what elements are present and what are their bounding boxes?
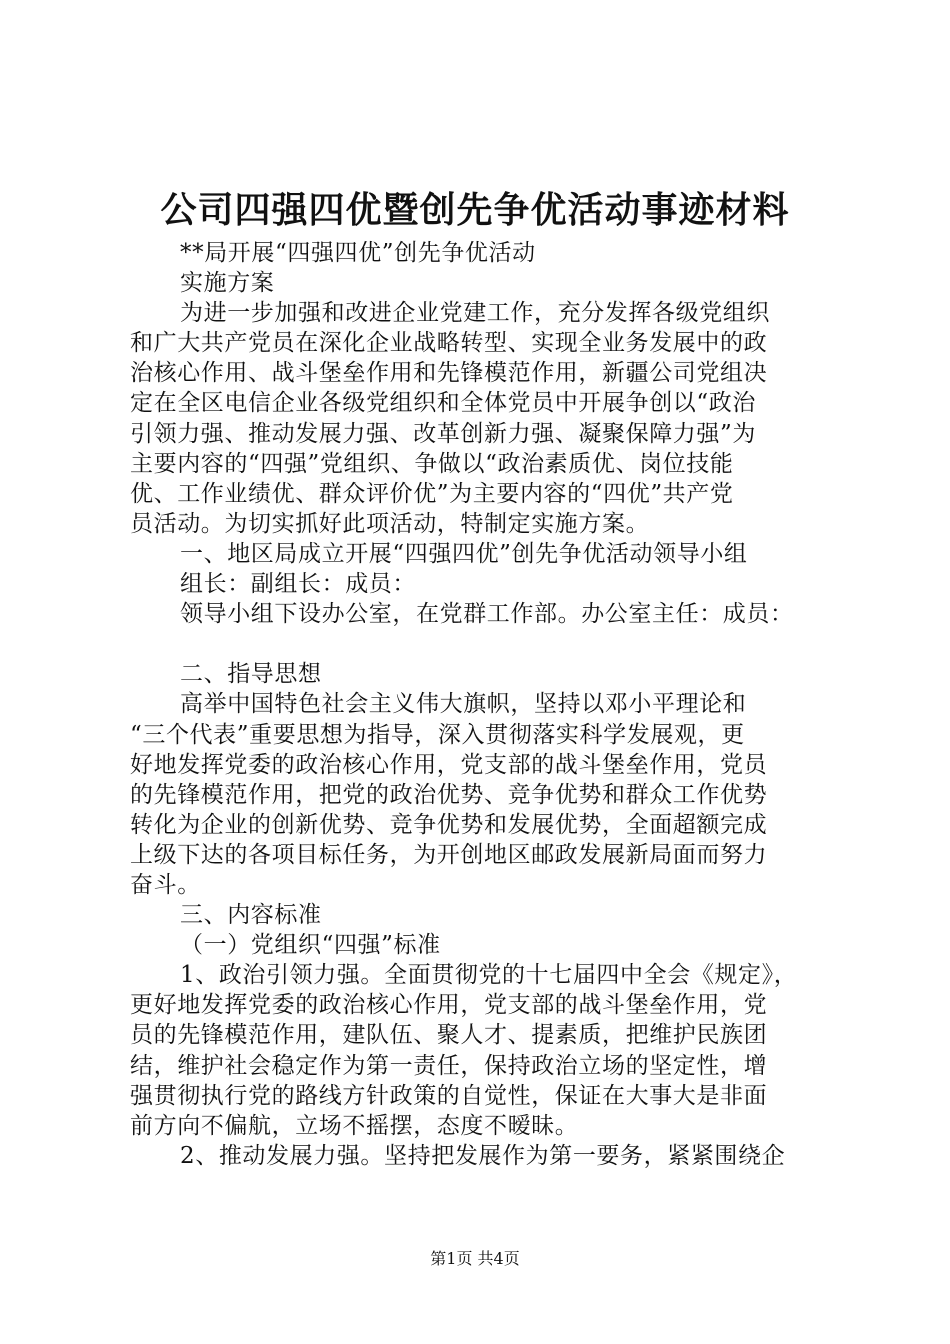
document-title: 公司四强四优暨创先争优活动事迹材料 bbox=[160, 189, 790, 231]
office-line: 领导小组下设办公室，在党群工作部。办公室主任：成员： bbox=[180, 601, 794, 628]
document-body bbox=[130, 238, 842, 1171]
paragraph-line: 结，维护社会稳定作为第一责任，保持政治立场的坚定性，增 bbox=[130, 1052, 768, 1079]
paragraph-line: “三个代表”重要思想为指导，深入贯彻落实科学发展观，更 bbox=[130, 721, 745, 748]
paragraph-line: 更好地发挥党委的政治核心作用，党支部的战斗堡垒作用，党 bbox=[130, 992, 768, 1019]
paragraph-line: 上级下达的各项目标任务，为开创地区邮政发展新局面而努力 bbox=[130, 841, 768, 868]
paragraph-line: 和广大共产党员在深化企业战略转型、实现全业务发展中的政 bbox=[130, 330, 768, 357]
paragraph-line: 强贯彻执行党的路线方针政策的自觉性，保证在大事大是非面 bbox=[130, 1082, 768, 1109]
paragraph-line: 1、政治引领力强。全面贯彻党的十七届四中全会《规定》， bbox=[180, 962, 798, 989]
section-heading-1: 一、地区局成立开展“四强四优”创先争优活动领导小组 bbox=[180, 540, 748, 567]
section-heading-2: 二、指导思想 bbox=[180, 661, 322, 688]
paragraph-line: 主要内容的“四强”党组织、争做以“政治素质优、岗位技能 bbox=[130, 450, 734, 477]
paragraph-line: 的先锋模范作用，把党的政治优势、竞争优势和群众工作优势 bbox=[130, 781, 768, 808]
subtitle-line-1: **局开展“四强四优”创先争优活动 bbox=[180, 240, 536, 266]
paragraph-line: 为进一步加强和改进企业党建工作，充分发挥各级党组织 bbox=[180, 300, 770, 327]
paragraph-line: 前方向不偏航，立场不摇摆，态度不暧昧。 bbox=[130, 1112, 579, 1139]
paragraph-line: 好地发挥党委的政治核心作用，党支部的战斗堡垒作用，党员 bbox=[130, 751, 768, 778]
page-footer: 第1页 共4页 bbox=[430, 1249, 520, 1268]
paragraph-line: 转化为企业的创新优势、竞争优势和发展优势，全面超额完成 bbox=[130, 811, 768, 838]
paragraph-line: 2、推动发展力强。坚持把发展作为第一要务，紧紧围绕企 bbox=[180, 1142, 786, 1169]
paragraph-line: 员的先锋模范作用，建队伍、聚人才、提素质，把维护民族团 bbox=[130, 1022, 768, 1049]
section-heading-3: 三、内容标准 bbox=[180, 902, 322, 929]
paragraph-line: 治核心作用、战斗堡垒作用和先锋模范作用，新疆公司党组决 bbox=[130, 360, 768, 387]
paragraph-line: 员活动。为切实抓好此项活动，特制定实施方案。 bbox=[130, 510, 650, 537]
subtitle-line-2: 实施方案 bbox=[180, 270, 275, 297]
subsection-heading: （一）党组织“四强”标准 bbox=[180, 932, 441, 959]
paragraph-line: 引领力强、推动发展力强、改革创新力强、凝聚保障力强”为 bbox=[130, 420, 756, 447]
paragraph-line: 定在全区电信企业各级党组织和全体党员中开展争创以“政治 bbox=[130, 390, 756, 417]
paragraph-line: 高举中国特色社会主义伟大旗帜，坚持以邓小平理论和 bbox=[180, 691, 747, 718]
paragraph-line: 优、工作业绩优、群众评价优”为主要内容的“四优”共产党 bbox=[130, 480, 734, 507]
group-members-line: 组长：副组长：成员： bbox=[180, 571, 416, 598]
blank-line bbox=[130, 629, 842, 659]
paragraph-line: 奋斗。 bbox=[130, 871, 201, 898]
